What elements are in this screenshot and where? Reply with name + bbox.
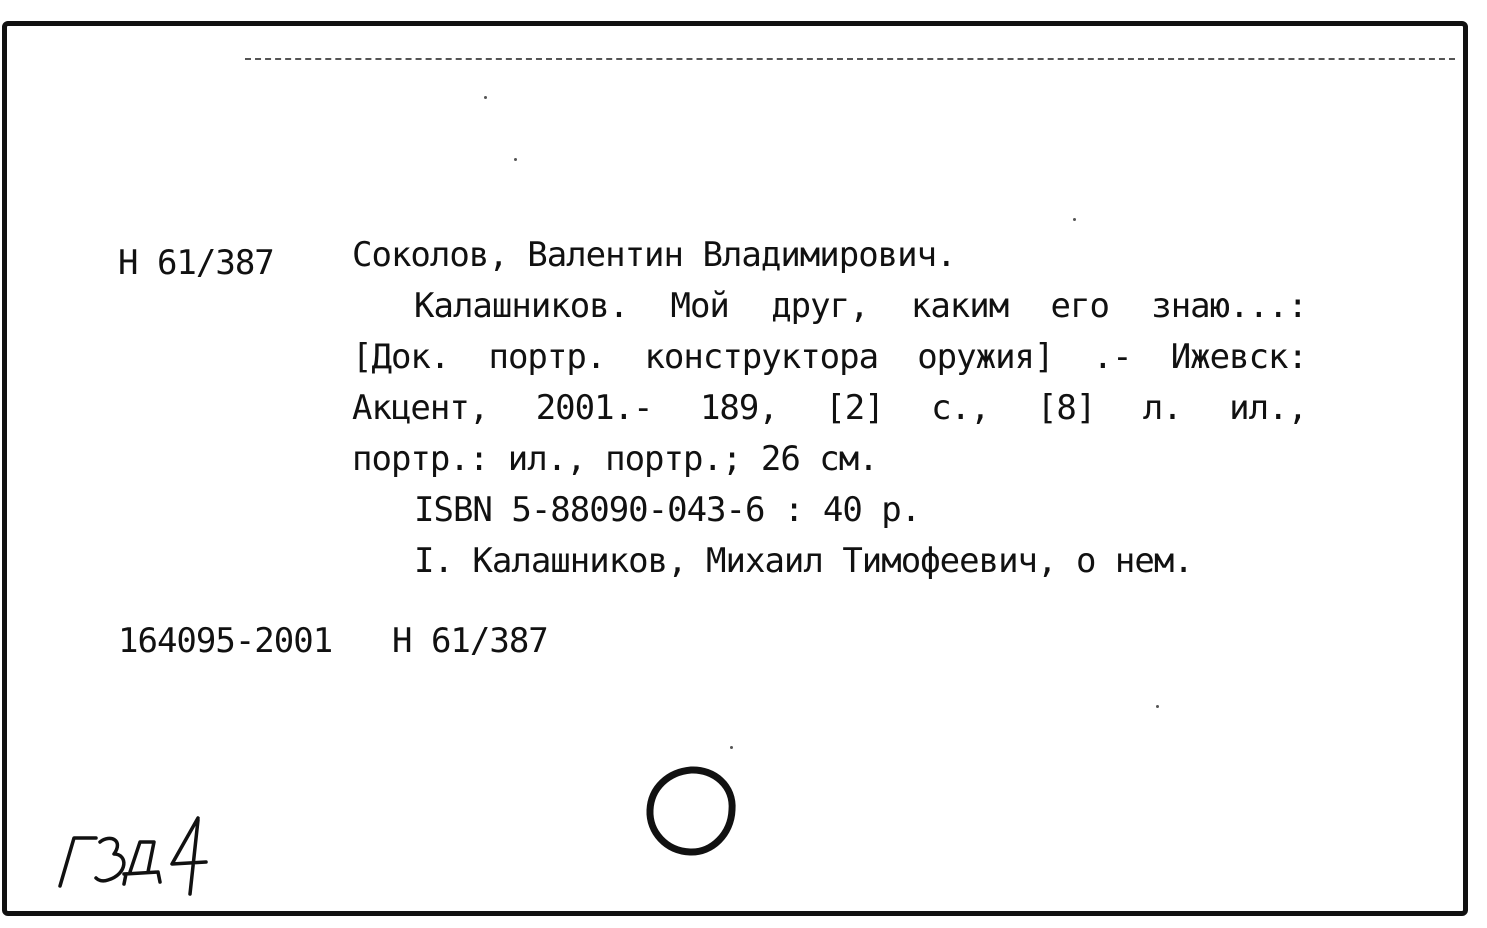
title-line: Калашников. Мой друг, каким его знаю...: xyxy=(414,286,1307,326)
description-line: портр.: ил., портр.; 26 см. xyxy=(352,439,878,479)
call-number: Н 61/387 xyxy=(118,243,274,283)
subject-line: I. Калашников, Михаил Тимофеевич, о нем. xyxy=(414,541,1193,581)
author-heading: Соколов, Валентин Владимирович. xyxy=(352,235,956,275)
bibliographic-description xyxy=(352,230,1307,587)
isbn-line: ISBN 5-88090-043-6 : 40 р. xyxy=(414,490,921,530)
description-line: [Док. портр. конструктора оружия] .- Ижевск: xyxy=(352,337,1307,377)
speck xyxy=(1156,705,1159,708)
handwritten-shelf-mark xyxy=(48,808,228,903)
description-line: Акцент, 2001.- 189, [2] с., [8] л. ил., xyxy=(352,388,1307,428)
speck xyxy=(484,96,487,99)
speck xyxy=(730,746,733,749)
top-dashed-rule xyxy=(245,58,1455,60)
speck xyxy=(1073,218,1076,221)
call-number-bottom: Н 61/387 xyxy=(392,621,548,661)
stamp-circle-icon xyxy=(644,764,738,858)
accession-number: 164095-2001 xyxy=(118,621,333,661)
speck xyxy=(514,158,517,161)
